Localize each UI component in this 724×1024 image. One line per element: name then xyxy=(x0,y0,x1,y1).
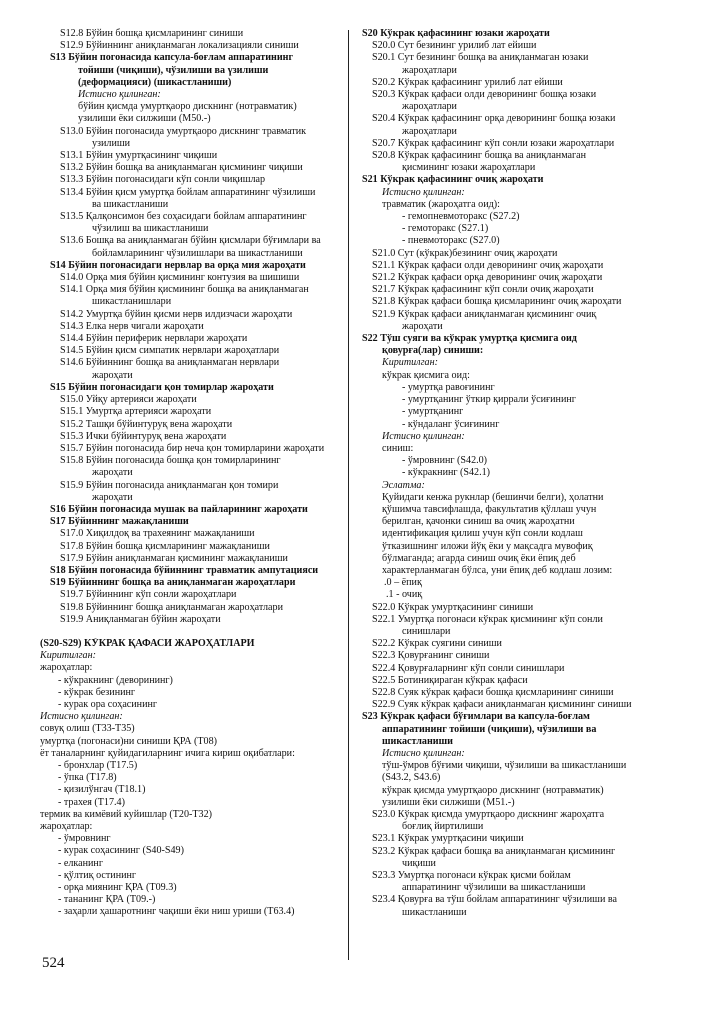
text-line: S13.1 Бўйин умуртқасининг чиқиши xyxy=(60,150,218,162)
text-line: - тананинг ҚРА (T09.-) xyxy=(58,894,156,906)
text-line: - қизилўнгач (T18.1) xyxy=(58,784,146,796)
text-line: шикастланишлари xyxy=(92,296,172,308)
text-line: - қўлтиқ остининг xyxy=(58,869,137,881)
text-line: S22.8 Суяк кўкрак қафаси бошқа қисмларининг синиши xyxy=(372,686,614,698)
column-divider xyxy=(348,30,349,960)
heading-line: S17 Бўйиннинг мажақланиши xyxy=(50,516,189,528)
text-line: S20.1 Сут безининг бошқа ва аниқланмаган юзаки xyxy=(372,52,589,64)
text-line: - орқа миянинг ҚРА (T09.3) xyxy=(58,882,177,894)
text-line: Истисно қилинган: xyxy=(382,430,465,442)
text-line: - пневмоторакс (S27.0) xyxy=(402,235,500,247)
text-line: - гемопневмоторакс (S27.2) xyxy=(402,211,520,223)
heading-line: S20 Кўкрак қафасининг юзаки жароҳати xyxy=(362,28,550,39)
text-line: Истисно қилинган: xyxy=(78,89,161,101)
text-line: бўйин қисмда умуртқаоро дискнинг (нотравматик) xyxy=(78,101,297,113)
text-line: синишлари xyxy=(402,625,451,637)
text-line: - кўндаланг ўсиғининг xyxy=(402,418,500,430)
text-line: боғлиқ йиртилиши xyxy=(402,821,484,833)
text-line: - ўмровнинг (S42.0) xyxy=(402,455,488,467)
text-line: S22.2 Кўкрак суягини синиши xyxy=(372,638,502,650)
text-line: S14.1 Орқа мия бўйин қисмининг бошқа ва аниқланмаган xyxy=(60,284,309,296)
text-line: S17.8 Бўйин бошқа қисмларининг мажақланиши xyxy=(60,540,270,552)
heading-line: S13 Бўйин погонасида капсула-боғлам аппаратининг xyxy=(50,52,294,64)
text-line: берилган, қачонки синиш ва очиқ жароҳатни xyxy=(382,516,575,528)
text-line: S13.4 Бўйин қисм умуртқа бойлам аппаратининг чўзилиши xyxy=(60,186,316,198)
text-line: S21.1 Кўкрак қафаси олди деворининг очиқ жароҳати xyxy=(372,259,604,271)
text-line: жароҳати xyxy=(92,369,133,381)
text-line: чўзилиш ва шикастланиши xyxy=(92,223,209,235)
text-line: кўкрак қисмига оид: xyxy=(382,369,470,381)
text-line: S13.6 Бошқа ва аниқланмаган бўйин қисмлари бўғимлари ва xyxy=(60,235,321,247)
text-line: S12.9 Бўйиннинг аниқланмаган локализацияли синиши xyxy=(60,40,299,52)
text-line: S15.7 Бўйин погонасида бир неча қон томирларини жароҳати xyxy=(60,442,325,454)
text-line: - ўпка (T17.8) xyxy=(58,772,117,784)
text-line: - кўкракнинг (S42.1) xyxy=(402,467,491,479)
text-line: S20.0 Сут безининг урилиб лат ейиши xyxy=(372,40,537,52)
text-line: S13.3 Бўйин погонасидаги кўп сонли чиқишлар xyxy=(60,174,266,186)
text-line: .0 – ёпиқ xyxy=(384,577,422,589)
text-line: қисмининг юзаки жароҳатлари xyxy=(402,162,536,174)
text-line: - умуртқанинг ўткир қиррали ўсиғининг xyxy=(402,394,576,406)
heading-line: S22 Тўш суяги ва кўкрак умуртқа қисмига оид xyxy=(362,333,577,345)
text-line: - курак ора соҳасининг xyxy=(58,698,158,710)
heading-line: шикастланиши xyxy=(382,735,453,747)
text-line: синиш: xyxy=(382,442,414,454)
text-line: жароҳатлар: xyxy=(40,662,93,674)
heading-line: S14 Бўйин погонасидаги нервлар ва орқа мия жароҳати xyxy=(50,259,306,271)
text-line: травматик (жароҳатга оид): xyxy=(382,198,500,210)
text-line: жароҳатлари xyxy=(402,64,457,76)
left-column xyxy=(40,28,336,919)
text-line: S23.1 Кўкрак умуртқасини чиқиши xyxy=(372,833,524,845)
text-line: S21.2 Кўкрак қафаси орқа деворининг очиқ жароҳати xyxy=(372,272,603,284)
text-line: жароҳати xyxy=(92,491,133,503)
text-line: - елканинг xyxy=(58,857,103,869)
heading-line: S18 Бўйин погонасида бўйиннинг травматик ампутацияси xyxy=(50,564,319,576)
text-line: S22.1 Умуртқа погонаси кўкрак қисмининг кўп сонли xyxy=(372,613,603,625)
text-line: S19.7 Бўйиннинг кўп сонли жароҳатлари xyxy=(60,589,237,601)
text-line: S23.3 Умуртқа погонаси кўкрак қисми бойлам xyxy=(372,870,571,882)
text-line: - бронхлар (T17.5) xyxy=(58,759,138,771)
heading-line: S23 Кўкрак қафаси бўғимлари ва капсула-боғлам xyxy=(362,711,590,723)
text-line: S15.9 Бўйин погонасида аниқланмаган қон томири xyxy=(60,479,279,491)
text-line: S17.0 Хиқилдоқ ва трахеянинг мажақланиши xyxy=(60,528,255,540)
text-line: S15.1 Умуртқа артерияси жароҳати xyxy=(60,406,212,418)
text-line: S15.8 Бўйин погонасида бошқа қон томирларининг xyxy=(60,455,281,467)
text-line: S23.4 Қовурға ва тўш бойлам аппаратининг чўзилиши ва xyxy=(372,894,617,906)
text-line: S21.7 Кўкрак қафасининг кўп сонли очиқ жароҳати xyxy=(372,284,594,296)
text-line: (S43.2, S43.6) xyxy=(382,772,441,784)
text-line: - курак соҳасининг (S40-S49) xyxy=(58,845,184,857)
text-line: жароҳатлар: xyxy=(40,821,93,832)
text-line: кўкрак қисмда умуртқаоро дискнинг (нотравматик) xyxy=(382,784,604,796)
heading-line: S15 Бўйин погонасидаги қон томирлар жароҳати xyxy=(50,381,274,393)
text-line: S17.9 Бўйин аниқланмаган қисмининг мажақланиши xyxy=(60,552,288,564)
text-line: S19.8 Бўйиннинг бошқа аниқланмаган жароҳатлари xyxy=(60,601,283,613)
text-line: S20.2 Кўкрак қафасининг урилиб лат ейиши xyxy=(372,76,563,88)
text-line: Истисно қилинган: xyxy=(40,711,123,723)
heading-line: (деформацияси) (шикастланиши) xyxy=(78,76,232,88)
text-line: S20.3 Кўкрак қафаси олди деворининг бошқа юзаки xyxy=(372,89,597,101)
text-line: идентификация қилиш учун кўп сонли кодлаш xyxy=(382,528,583,540)
text-line: - кўкракнинг (деворининг) xyxy=(58,674,173,686)
text-line: S14.3 Елка нерв чигали жароҳати xyxy=(60,320,204,332)
text-line: S23.0 Кўкрак қисмда умуртқаоро дискнинг жароҳатга xyxy=(372,809,605,820)
text-line: узилиши ёки силжиши (M50.-) xyxy=(78,113,211,125)
text-line: ва шикастланиши xyxy=(92,198,169,210)
text-line: Истисно қилинган: xyxy=(382,747,465,759)
text-line: S13.2 Бўйин бошқа ва аниқланмаган қисмининг чиқиши xyxy=(60,162,303,174)
right-column xyxy=(362,28,668,919)
text-line: бўлмаганда; агарда синиш очиқ ёки ёпиқ деб xyxy=(382,552,576,564)
text-line: S14.6 Бўйиннинг бошқа ва аниқланмаган нервлари xyxy=(60,357,280,369)
text-line: S15.3 Ички бўйинтуруқ вена жароҳати xyxy=(60,430,227,442)
text-line: S15.0 Уйқу артерияси жароҳати xyxy=(60,394,197,406)
text-line: - заҳарли ҳашаротнинг чақиши ёки ниш уриши (T63.4) xyxy=(58,906,295,918)
text-line: S22.9 Суяк кўкрак қафаси аниқланмаган қисмининг синиши xyxy=(372,699,632,711)
text-line: S20.4 Кўкрак қафасининг орқа деворининг бошқа юзаки xyxy=(372,113,616,125)
text-line: - ўмровнинг xyxy=(58,833,111,845)
text-line: жароҳати xyxy=(92,467,133,479)
text-line: ўтказишнинг иложи йўқ ёки у мақсадга мувофиқ xyxy=(382,540,593,552)
text-line: - кўкрак безининг xyxy=(58,686,136,698)
text-line: - умуртқа равоғининг xyxy=(402,381,495,393)
text-line: S22.3 Қовурғанинг синиши xyxy=(372,650,490,662)
text-line: Киритилган: xyxy=(382,357,438,369)
text-line: умуртқа (погонаси)ни синиши ҚРА (T08) xyxy=(40,735,218,747)
text-line: совуқ олиш (T33-T35) xyxy=(40,723,135,735)
spacer xyxy=(40,626,336,638)
text-line: S14.2 Умуртқа бўйин қисми нерв илдизчаси жароҳати xyxy=(60,308,293,320)
heading-line: S16 Бўйин погонасида мушак ва пайларининг жароҳати xyxy=(50,503,308,515)
text-line: қўшимча тавсифлашда, факультатив қўллаш учун xyxy=(382,503,597,515)
text-line: термик ва кимёвий куйишлар (T20-T32) xyxy=(40,808,212,820)
text-line: - умуртқанинг xyxy=(402,406,464,418)
text-line: S14.4 Бўйин периферик нервлари жароҳати xyxy=(60,333,248,345)
text-line: узилиши ёки силжиши (M51.-) xyxy=(382,796,515,808)
text-line: - гемоторакс (S27.1) xyxy=(402,223,489,235)
text-line: тўш-ўмров бўғими чиқиши, чўзилиши ва шикастланиши xyxy=(382,760,627,772)
text-line: S22.5 Ботиниқираган кўкрак қафаси xyxy=(372,674,528,686)
text-line: S20.8 Кўкрак қафасининг бошқа ва аниқланмаган xyxy=(372,150,587,162)
text-line: S19.9 Аниқланмаган бўйин жароҳати xyxy=(60,613,221,625)
text-line: S21.8 Кўкрак қафаси бошқа қисмларининг очиқ жароҳати xyxy=(372,296,622,308)
text-line: S14.0 Орқа мия бўйин қисмининг контузия ва шишиши xyxy=(60,272,300,284)
text-line: S14.5 Бўйин қисм симпатик нервлари жароҳатлари xyxy=(60,345,280,357)
text-line: S21.9 Кўкрак қафаси аниқланмаган қисмининг очиқ xyxy=(372,308,597,320)
text-line: жароҳатлари xyxy=(402,125,457,137)
text-line: S13.5 Қалқонсимон без соҳасидаги бойлам аппаратининг xyxy=(60,211,307,223)
text-line: S13.0 Бўйин погонасида умуртқаоро дискнинг травматик xyxy=(60,125,307,137)
heading-line: S19 Бўйиннинг бошқа ва аниқланмаган жароҳатлари xyxy=(50,577,296,589)
text-line: S21.0 Сут (кўкрак)безининг очиқ жароҳати xyxy=(372,247,558,259)
page-number: 524 xyxy=(42,955,65,971)
text-line: узилиши xyxy=(92,137,131,149)
text-line: шикастланиши xyxy=(402,906,467,918)
text-line: жароҳатлари xyxy=(402,101,457,113)
text-line: S15.2 Ташқи бўйинтуруқ вена жароҳати xyxy=(60,418,233,430)
text-line: аппаратининг чўзилиши ва шикастланиши xyxy=(402,882,586,894)
text-line: чиқиши xyxy=(402,857,436,869)
text-line: S23.2 Кўкрак қафаси бошқа ва аниқланмаган қисмининг xyxy=(372,845,616,857)
text-line: жароҳати xyxy=(402,320,443,332)
heading-line: (S20-S29) КЎКРАК ҚАФАСИ ЖАРОҲАТЛАРИ xyxy=(40,637,255,649)
text-line: бойламларининг чўзилишлари ва шикастланиши xyxy=(92,247,303,259)
text-line: Эслатма: xyxy=(382,479,425,491)
text-line: Истисно қилинган: xyxy=(382,186,465,198)
text-line: Киритилган: xyxy=(40,650,96,662)
heading-line: аппаратининг тойиши (чиқиши), чўзилиши ва xyxy=(382,723,597,735)
text-line: Қуйидаги кенжа рукнлар (бешинчи белги), ҳолатни xyxy=(382,491,604,503)
text-line: S20.7 Кўкрак қафасининг кўп сонли юзаки жароҳатлари xyxy=(372,137,615,149)
text-line: .1 - очиқ xyxy=(386,589,423,601)
text-line: S22.0 Кўкрак умуртқасининг синиши xyxy=(372,601,534,613)
text-line: характерланмаган бўлса, уни ёпиқ деб кодлаш лозим: xyxy=(382,564,613,576)
text-line: ёт таналарнинг қуйидагиларнинг ичига кириш оқибатлари: xyxy=(40,747,295,759)
text-line: - трахея (T17.4) xyxy=(58,796,125,808)
text-line: S12.8 Бўйин бошқа қисмларининг синиши xyxy=(60,28,244,39)
heading-line: қовурға(лар) синиши: xyxy=(382,345,484,357)
heading-line: S21 Кўкрак қафасининг очиқ жароҳати xyxy=(362,174,544,186)
text-line: S22.4 Қовурғаларнинг кўп сонли синишлари xyxy=(372,662,565,674)
heading-line: тойиши (чиқиши), чўзилиши ва үзилиши xyxy=(78,64,269,76)
